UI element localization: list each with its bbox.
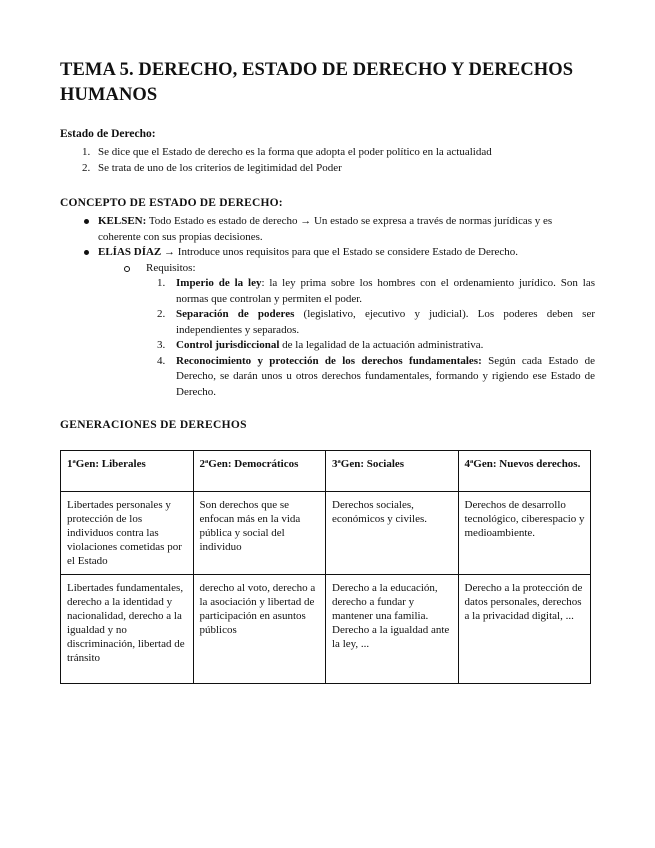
table-cell: Son derechos que se enfocan más en la vida pública y social del individuo bbox=[193, 492, 326, 575]
list-item: 1. Se dice que el Estado de derecho es la forma que adopta el poder político en la actualidad bbox=[82, 146, 492, 158]
concepto-list bbox=[60, 214, 595, 261]
elias-diaz-item: ELÍAS DÍAZ → Introduce unos requisitos para que el Estado se considere Estado de Derecho. bbox=[60, 245, 595, 261]
estado-list bbox=[60, 145, 595, 176]
document-title: TEMA 5. DERECHO, ESTADO DE DERECHO Y DERECHOS HUMANOS bbox=[60, 60, 574, 105]
requisitos-list bbox=[60, 276, 595, 400]
requisitos-label: Requisitos: bbox=[60, 261, 595, 277]
table-header-cell: 1ªGen: Liberales bbox=[61, 451, 194, 492]
table-cell: Derecho a la educación, derecho a fundar y mantener una familia. Derecho a la igualdad ante la ley, ... bbox=[326, 575, 459, 684]
requisito-item: 4. Reconocimiento y protección de los derechos fundamentales: Según cada Estado de Derecho, se darán unos u otros derechos fundamentales, formando y rigiendo ese Estado de Derecho. bbox=[157, 354, 596, 398]
table-header-cell: 3ªGen: Sociales bbox=[326, 451, 459, 492]
estado-label: Estado de Derecho: bbox=[60, 128, 156, 140]
bullet-icon bbox=[84, 219, 89, 224]
table-header-cell: 4ªGen: Nuevos derechos. bbox=[458, 451, 591, 492]
requisito-item: 3. Control jurisdiccional de la legalidad de la actuación administrativa. bbox=[157, 339, 484, 351]
list-item: 2. Se trata de uno de los criterios de legitimidad del Poder bbox=[82, 161, 342, 174]
table-cell: Derecho a la protección de datos personales, derechos a la privacidad digital, ... bbox=[458, 575, 591, 684]
generaciones-table bbox=[60, 450, 591, 684]
requisito-item: 2. Separación de poderes (legislativo, ejecutivo y judicial). Los poderes deben ser independientes y separados. bbox=[157, 308, 595, 336]
document-page bbox=[60, 58, 595, 684]
table-cell: Libertades personales y protección de los individuos contra las violaciones cometidas por el Estado bbox=[61, 492, 194, 575]
table-cell: Derechos sociales, económicos y civiles. bbox=[326, 492, 459, 575]
table-cell: Libertades fundamentales, derecho a la identidad y nacionalidad, derecho a la igualdad y no discriminación, libertad de tránsito bbox=[61, 575, 194, 684]
generaciones-heading: GENERACIONES DE DERECHOS bbox=[60, 419, 247, 431]
kelsen-item: KELSEN: Todo Estado es estado de derecho → Un estado se expresa a través de normas jurídicas y es coherente con sus propias decisiones. bbox=[60, 214, 595, 245]
table-header-row bbox=[61, 451, 591, 492]
table-row bbox=[61, 492, 591, 575]
table-header-cell: 2ªGen: Democráticos bbox=[193, 451, 326, 492]
bullet-icon bbox=[84, 250, 89, 255]
hollow-bullet-icon bbox=[124, 266, 130, 272]
table-cell: derecho al voto, derecho a la asociación y libertad de participación en asuntos públicos bbox=[193, 575, 326, 684]
requisito-item: 1. Imperio de la ley: la ley prima sobre los hombres con el ordenamiento jurídico. Son las normas que controlan y permiten el poder. bbox=[157, 277, 595, 305]
table-cell: Derechos de desarrollo tecnológico, ciberespacio y medioambiente. bbox=[458, 492, 591, 575]
concepto-heading: CONCEPTO DE ESTADO DE DERECHO: bbox=[60, 197, 283, 209]
table-row bbox=[61, 575, 591, 684]
